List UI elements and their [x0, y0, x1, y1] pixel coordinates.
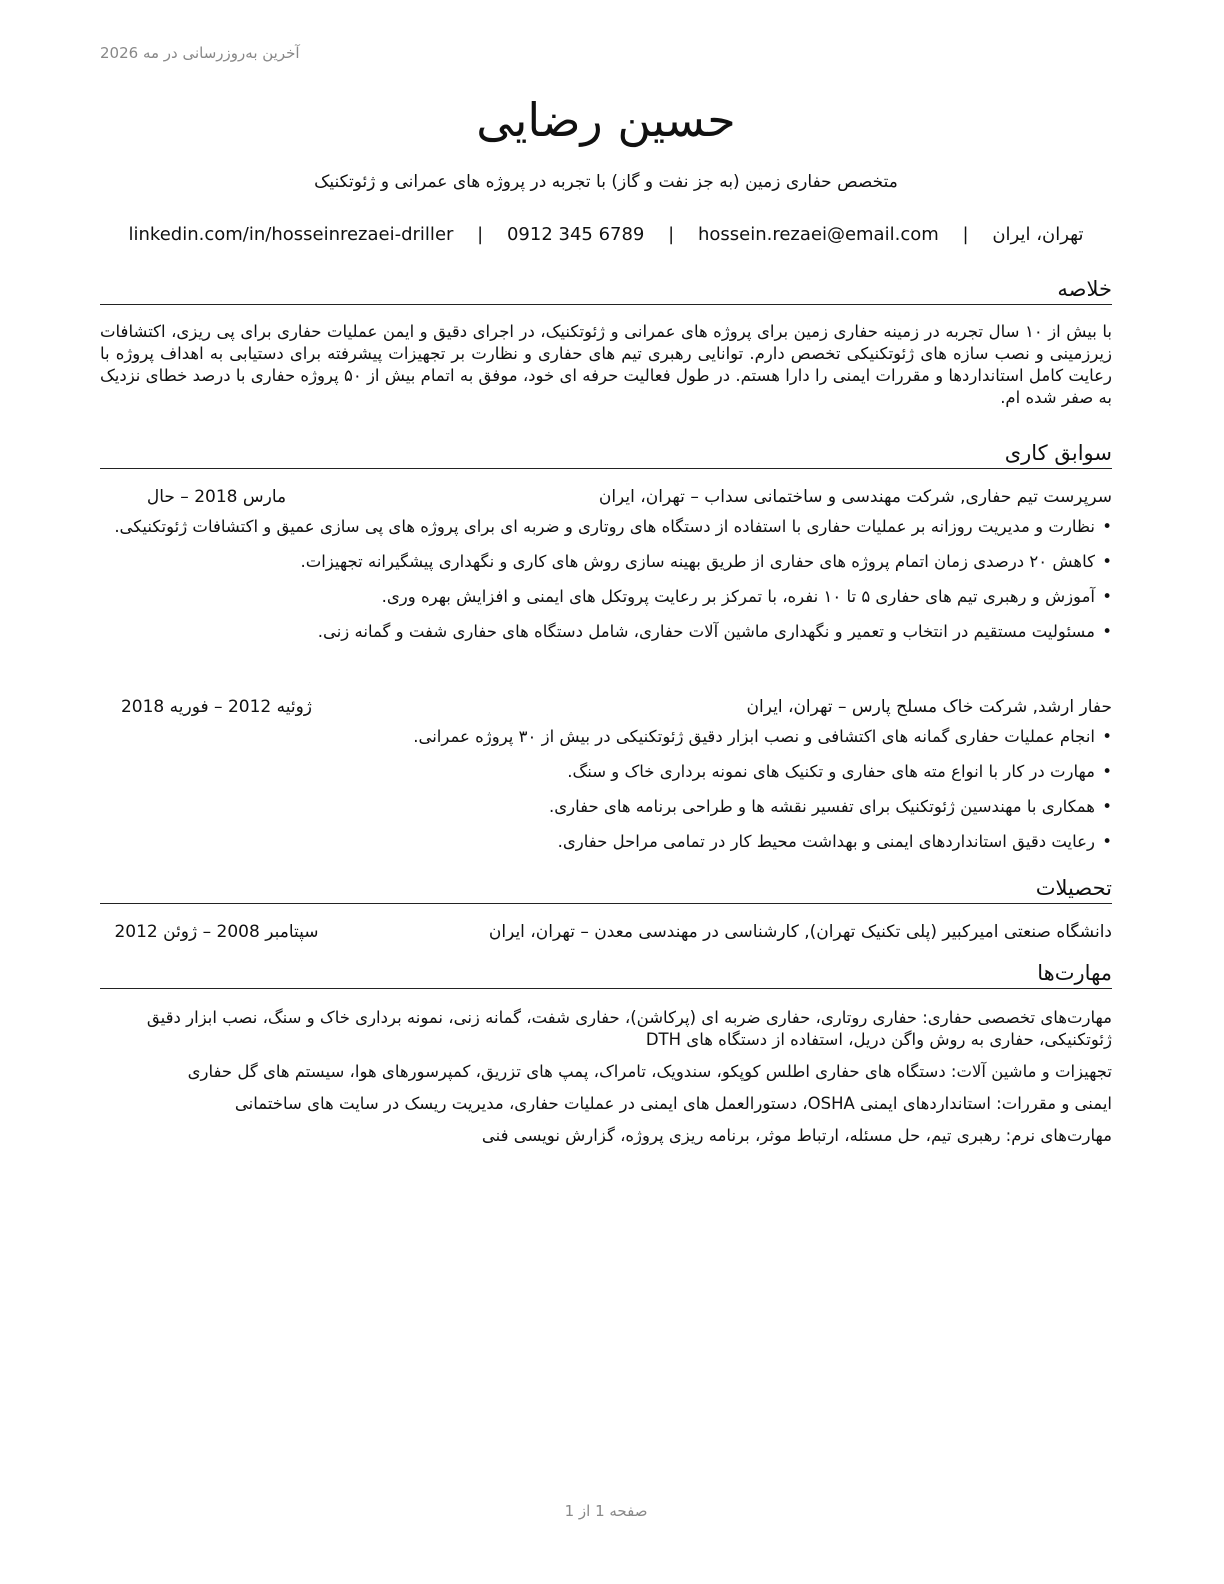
- list-item: • مسئولیت مستقیم در انتخاب و تعمیر و نگهداری ماشین آلات حفاری، شامل دستگاه های حفاری شفت و گمانه زنی.: [100, 621, 1112, 643]
- contact-line: [100, 222, 1112, 248]
- contact-linkedin[interactable]: linkedin.com/in/hosseinrezaei-driller: [128, 224, 454, 245]
- section-title-skills: مهارت‌ها: [100, 959, 1112, 989]
- job-heading: [100, 695, 1112, 719]
- skills-row: ایمنی و مقررات: استانداردهای ایمنی OSHA، دستورالعمل های ایمنی در عملیات حفاری، مدیریت ریسک در سایت های ساختمانی: [234, 1094, 1112, 1113]
- job-dates: مارس 2018 – حال: [146, 487, 287, 507]
- contact-separator: |: [962, 224, 969, 245]
- page-number: صفحه 1 از 1: [564, 1502, 648, 1520]
- candidate-tagline: متخصص حفاری زمین (به جز نفت و گاز) با تجربه در پروژه های عمرانی و ژئوتکنیک: [314, 172, 898, 192]
- list-item: • انجام عملیات حفاری گمانه های اکتشافی و نصب ابزار دقیق ژئوتکنیکی در بیش از ۳۰ پروژه عمرانی.: [100, 726, 1112, 748]
- contact-email[interactable]: hossein.rezaei@email.com: [697, 224, 939, 245]
- list-item: • رعایت دقیق استانداردهای ایمنی و بهداشت محیط کار در تمامی مراحل حفاری.: [100, 831, 1112, 853]
- contact-separator: |: [668, 224, 675, 245]
- job-dates: ژوئیه 2012 – فوریه 2018: [120, 697, 313, 717]
- education-entry: [100, 920, 1112, 944]
- education-dates: سپتامبر 2008 – ژوئن 2012: [114, 922, 319, 942]
- summary-text: با بیش از ۱۰ سال تجربه در زمینه حفاری زمین برای پروژه های عمرانی و ژئوتکنیک، در اجرای دقیق و ایمن عملیات حفاری برای پی ریزی، اکتشافات زیرزمینی و نصب سازه های ژئوتکنیکی تخصص دارم. توانایی رهبری تیم های حفاری و نظارت بر تجهیزات پیشرفته برای دستیابی به اهداف پروژه با رعایت کامل استانداردها و مقررات ایمنی را دارا هستم. در طول فعالیت حرفه ای خود، موفق به اتمام بیش از ۵۰ پروژه حفاری با درصد خطای نزدیک به صفر شده ام.: [100, 322, 1112, 407]
- list-item: • نظارت و مدیریت روزانه بر عملیات حفاری با استفاده از دستگاه های روتاری و ضربه ای برای پروژه های پی سازی عمیق و اکتشافات ژئوتکنیکی.: [100, 516, 1112, 538]
- skills-row: مهارت‌های نرم: رهبری تیم، حل مسئله، ارتباط موثر، برنامه ریزی پروژه، گزارش نویسی فنی: [481, 1126, 1112, 1145]
- last-updated-note: آخرین به‌روزرسانی در مه 2026: [100, 44, 300, 62]
- section-title-experience: سوابق کاری: [100, 439, 1112, 469]
- contact-separator: |: [477, 224, 484, 245]
- section-title-education: تحصیلات: [100, 874, 1112, 904]
- job-bullets: [100, 726, 1112, 866]
- list-item: • کاهش ۲۰ درصدی زمان اتمام پروژه های حفاری از طریق بهینه سازی روش های کاری و نگهداری پیشگیرانه تجهیزات.: [100, 551, 1112, 573]
- section-title-summary: خلاصه: [100, 275, 1112, 305]
- skills-row: مهارت‌های تخصصی حفاری: حفاری روتاری، حفاری ضربه ای (پرکاشن)، حفاری شفت، گمانه زنی، نمونه برداری خاک و سنگ، نصب ابزار دقیق ژئوتکنیکی، حفاری به روش واگن دریل، استفاده از دستگاه های DTH: [146, 1008, 1112, 1049]
- contact-phone[interactable]: 0912 345 6789: [506, 224, 645, 245]
- list-item: • همکاری با مهندسین ژئوتکنیک برای تفسیر نقشه ها و طراحی برنامه های حفاری.: [100, 796, 1112, 818]
- job-heading: [100, 485, 1112, 509]
- job-bullets: [100, 516, 1112, 656]
- education-heading: دانشگاه صنعتی امیرکبیر (پلی تکنیک تهران), کارشناسی در مهندسی معدن – تهران، ایران: [488, 922, 1112, 942]
- contact-location: تهران، ایران: [992, 224, 1084, 245]
- list-item: • مهارت در کار با انواع مته های حفاری و تکنیک های نمونه برداری خاک و سنگ.: [100, 761, 1112, 783]
- skills-list: [100, 1007, 1112, 1157]
- job-title: سرپرست تیم حفاری, شرکت مهندسی و ساختمانی سداب – تهران، ایران: [598, 487, 1112, 507]
- list-item: • آموزش و رهبری تیم های حفاری ۵ تا ۱۰ نفره، با تمرکز بر رعایت پروتکل های ایمنی و افزایش بهره وری.: [100, 586, 1112, 608]
- job-title: حفار ارشد, شرکت خاک مسلح پارس – تهران، ایران: [746, 697, 1112, 717]
- candidate-name: حسین رضایی: [476, 93, 736, 147]
- skills-row: تجهیزات و ماشین آلات: دستگاه های حفاری اطلس کوپکو، سندویک، تامراک، پمپ های تزریق، کمپرسورهای هوا، سیستم های گل حفاری: [187, 1062, 1112, 1081]
- resume-page: [100, 0, 1112, 1584]
